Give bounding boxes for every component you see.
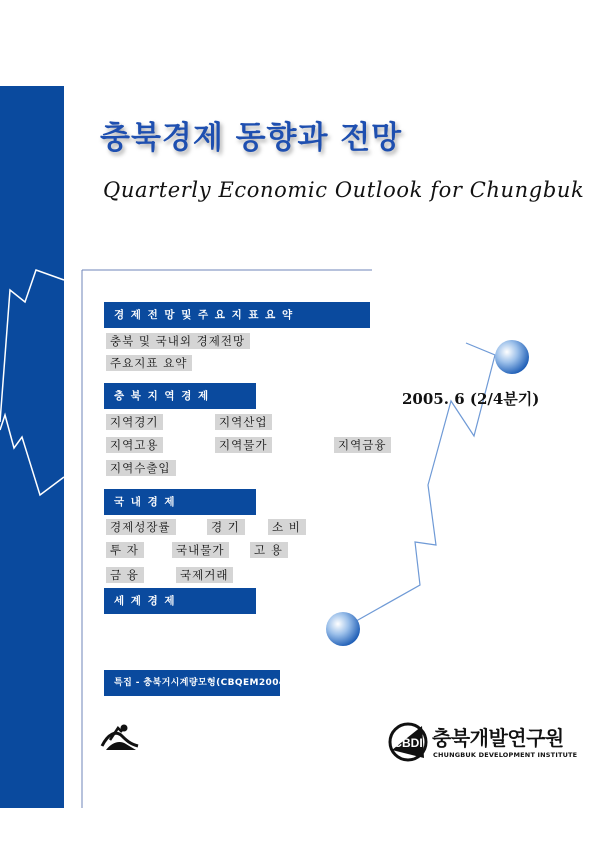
- institute-name-english: CHUNGBUK DEVELOPMENT INSTITUTE: [433, 751, 578, 759]
- item-international-trade: 국제거래: [176, 567, 233, 583]
- item-regional-finance: 지역금융: [334, 437, 391, 453]
- title-english: Quarterly Economic Outlook for Chungbuk: [103, 178, 585, 202]
- item-regional-industry: 지역산업: [215, 414, 272, 430]
- item-indicators: 주요지표 요약: [106, 355, 192, 371]
- item-domestic-prices: 국내물가: [172, 542, 229, 558]
- item-regional-prices: 지역물가: [215, 437, 272, 453]
- section-heading-world: 세 계 경 제: [104, 588, 256, 614]
- item-employment: 고 용: [250, 542, 288, 558]
- item-business-cycle: 경 기: [207, 519, 245, 535]
- item-outlook: 충북 및 국내외 경제전망: [106, 333, 250, 349]
- item-regional-trade: 지역수출입: [106, 460, 176, 476]
- issue-date: 2005. 6 (2/4분기): [402, 390, 540, 408]
- section-heading-special: 특집 - 충북거시계량모형(CBQEM2004): [104, 670, 280, 696]
- section-heading-regional: 충 북 지 역 경 제: [104, 383, 256, 409]
- institute-name-korean: 충북개발연구원: [432, 726, 564, 750]
- item-growth: 경제성장률: [106, 519, 176, 535]
- item-consumption: 소 비: [268, 519, 306, 535]
- item-regional-employment: 지역고용: [106, 437, 163, 453]
- emblem-logo-icon: [100, 722, 140, 752]
- section-heading-domestic: 국 내 경 제: [104, 489, 256, 515]
- title-korean: 충북경제 동향과 전망: [100, 120, 403, 156]
- item-finance: 금 융: [106, 567, 144, 583]
- sphere-bottom: [326, 612, 360, 646]
- cbdi-logo-text: CBDI: [393, 736, 423, 750]
- item-investment: 투 자: [106, 542, 144, 558]
- section-heading-outlook: 경 제 전 망 및 주 요 지 표 요 약: [104, 302, 370, 328]
- sphere-top: [495, 340, 529, 374]
- zigzag-line: [342, 343, 495, 629]
- cbdi-logo-icon: [386, 720, 430, 764]
- item-regional-business: 지역경기: [106, 414, 163, 430]
